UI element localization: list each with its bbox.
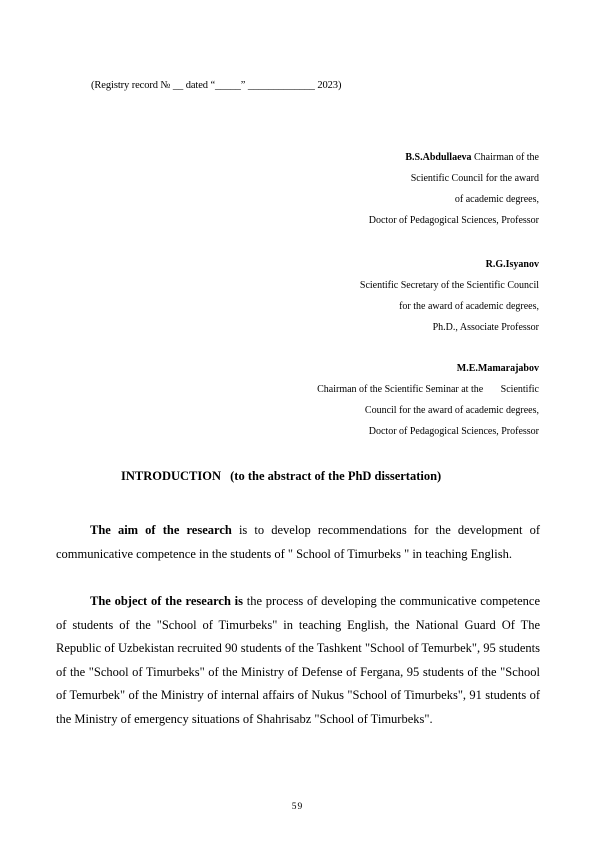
signatory-title: for the award of academic degrees, — [399, 301, 539, 312]
signatory-title: Council for the award of academic degrees, — [364, 405, 539, 416]
paragraph-aim — [56, 519, 540, 566]
signatory-block-seminar-chair — [317, 358, 539, 442]
signatory-title: Chairman of the — [474, 152, 539, 163]
signatory-title: Doctor of Pedagogical Sciences, Professor — [368, 426, 539, 437]
signatory-name: B.S.Abdullaeva — [405, 152, 472, 163]
signatory-title: Chairman of the Scientific Seminar at the Scientific — [317, 384, 539, 395]
paragraph-text: is to develop recommendations for the development of communicative competence in the students of " School of Timurbeks " in teaching English. — [56, 523, 541, 561]
heading-title: INTRODUCTION — [121, 469, 222, 483]
signatory-title: Doctor of Pedagogical Sciences, Professor — [368, 215, 539, 226]
signatory-title: Scientific Secretary of the Scientific Council — [359, 280, 539, 291]
signatory-name: M.E.Mamarajabov — [456, 363, 539, 374]
paragraph-lead: The aim of the research — [90, 523, 232, 537]
signatory-block-secretary — [360, 254, 539, 338]
heading-subtitle: (to the abstract of the PhD dissertation) — [230, 469, 442, 483]
signatory-title: of academic degrees, — [454, 194, 539, 205]
paragraph-object — [56, 590, 540, 731]
signatory-title: Ph.D., Associate Professor — [432, 322, 539, 333]
page-number: 59 — [291, 802, 304, 812]
paragraph-lead: The object of the research is — [90, 594, 243, 608]
section-heading — [121, 469, 441, 484]
registry-record: (Registry record № __ dated “_____” _____________ 2023) — [91, 80, 342, 91]
signatory-name: R.G.Isyanov — [485, 259, 539, 270]
signatory-block-chairman — [369, 147, 539, 231]
paragraph-text: the process of developing the communicative competence of students of the "School of Timurbeks" in teaching English, the National Guard Of The Republic of Uzbekistan recruited 90 students of the Tashkent "School of Temurbek", 95 students of the "School of Timurbeks" of the Ministry of Defense of Fergana, 95 students of the "School of Temurbek" of the Ministry of internal affairs of Nukus "School of Timurbeks", 91 students of the Ministry of emergency situations of Shahrisabz "School of Timurbeks". — [56, 594, 540, 726]
signatory-title: Scientific Council for the award — [410, 173, 539, 184]
